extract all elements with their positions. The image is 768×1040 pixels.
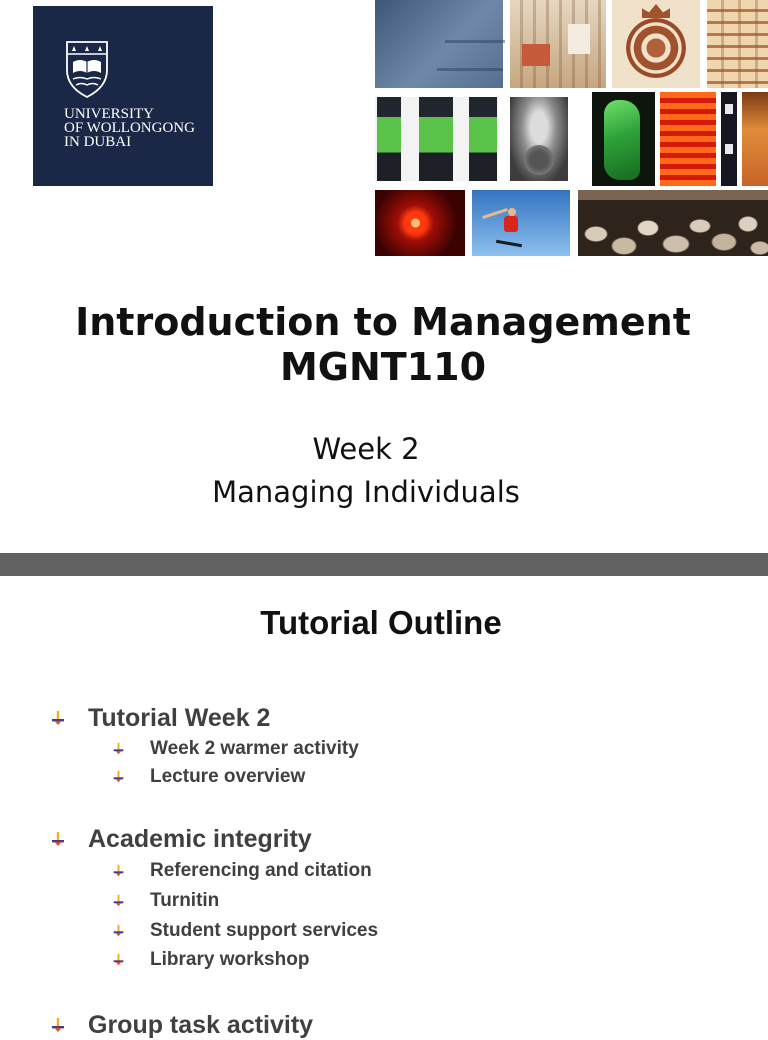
sub-list-item-label: Student support services: [150, 920, 379, 941]
sub-list-item: [112, 737, 732, 761]
collage-photo-pebbles: [578, 190, 768, 256]
sub-list-item: [112, 889, 732, 913]
collage-photo-green-object: [592, 92, 655, 186]
list-item: [50, 1010, 750, 1039]
collage-photo-people-green-aprons: [375, 97, 498, 181]
collage-photo-ornate-crest: [612, 0, 700, 88]
course-code: MGNT110: [279, 345, 487, 389]
list-item-label: Tutorial Week 2: [88, 704, 271, 732]
slide-2: [0, 576, 768, 1039]
sub-list-item: [112, 919, 732, 943]
collage-photo-building-facade: [707, 0, 768, 88]
down-arrow-bullet-icon: [112, 770, 125, 783]
sub-list-item: [112, 948, 732, 972]
list-item-label: Group task activity: [88, 1011, 314, 1039]
list-item-label: Academic integrity: [88, 825, 312, 853]
collage-photo-orange-detail: [742, 92, 768, 186]
down-arrow-bullet-icon: [50, 1017, 66, 1033]
sub-list-item-label: Turnitin: [150, 890, 220, 911]
down-arrow-bullet-icon: [112, 742, 125, 755]
logo-text-line: UNIVERSITY: [64, 106, 154, 122]
sub-list-item: [112, 765, 732, 789]
list-item: [50, 703, 750, 733]
down-arrow-bullet-icon: [112, 894, 125, 907]
sub-list-item-label: Week 2 warmer activity: [150, 738, 359, 759]
collage-photo-skateboarder: [472, 190, 570, 256]
university-logo: [33, 6, 213, 186]
sub-list-item: [112, 859, 732, 883]
down-arrow-bullet-icon: [112, 953, 125, 966]
sub-list-item-label: Library workshop: [150, 949, 310, 970]
slide-title: Introduction to Management: [75, 300, 691, 344]
sub-list-item-label: Lecture overview: [150, 766, 306, 787]
down-arrow-bullet-icon: [50, 831, 66, 847]
down-arrow-bullet-icon: [112, 864, 125, 877]
slide-title: Tutorial Outline: [260, 604, 502, 641]
collage-photo-bearded-man-portrait: [510, 97, 568, 181]
logo-text-line: IN DUBAI: [64, 134, 132, 150]
collage-photo-red-neon: [375, 190, 465, 256]
collage-photo-stone-inscription: [375, 0, 503, 88]
slide-subtitle-week: Week 2: [312, 432, 420, 466]
university-crest-icon: [65, 40, 109, 98]
page-separator: [0, 553, 768, 576]
collage-photo-dark-strip: [721, 92, 737, 186]
sub-list-item-label: Referencing and citation: [150, 860, 372, 881]
list-item: [50, 824, 750, 854]
collage-photo-red-stripes: [660, 92, 716, 186]
collage-photo-old-building: [510, 0, 606, 88]
logo-text-line: OF WOLLONGONG: [64, 120, 195, 136]
down-arrow-bullet-icon: [112, 924, 125, 937]
slide-subtitle-topic: Managing Individuals: [212, 475, 520, 509]
down-arrow-bullet-icon: [50, 710, 66, 726]
